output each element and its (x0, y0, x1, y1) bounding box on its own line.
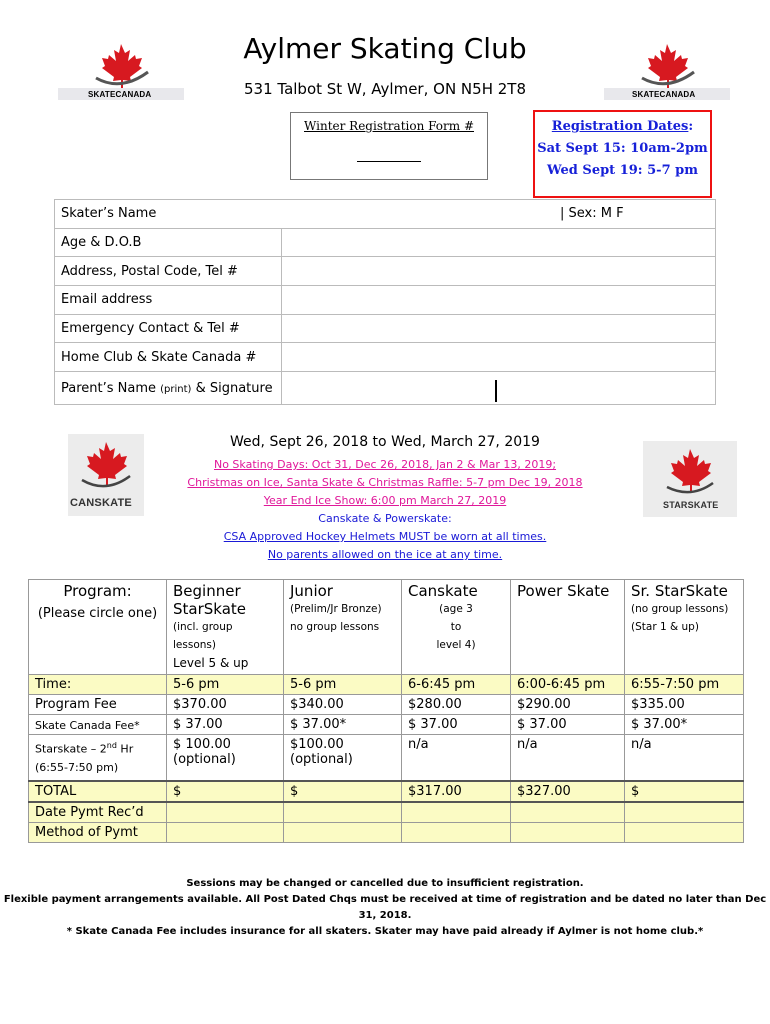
starskate-label-text: Hr (116, 742, 134, 756)
program-detail: (incl. group lessons) (173, 621, 233, 651)
circle-one-note: (Please circle one) (37, 606, 158, 621)
program-fee-table (28, 579, 744, 843)
total-row (29, 781, 744, 802)
address-field[interactable] (282, 257, 716, 286)
starskate-fee-cell (167, 735, 284, 781)
starskate-fee: n/a (408, 737, 429, 752)
total-cell: $327.00 (511, 781, 625, 802)
fee-cell: $340.00 (284, 695, 402, 715)
form-row (55, 372, 716, 405)
program-header-row (29, 580, 744, 675)
skater-info-form (54, 199, 716, 405)
starskate-fee-cell (625, 735, 744, 781)
sc-fee-cell: $ 37.00* (625, 715, 744, 735)
total-cell[interactable]: $ (284, 781, 402, 802)
skate-canada-fee-label: Skate Canada Fee* (29, 715, 167, 735)
starskate-time: (6:55-7:50 pm) (35, 760, 119, 774)
method-payment-field[interactable] (625, 822, 744, 842)
program-detail: (no group lessons) (631, 603, 729, 615)
date-payment-row (29, 802, 744, 823)
program-fee-row (29, 695, 744, 715)
program-option-canskate[interactable] (402, 580, 511, 675)
time-row (29, 675, 744, 695)
sc-fee-cell: $ 37.00* (284, 715, 402, 735)
email-label: Email address (55, 286, 282, 315)
date-payment-field[interactable] (402, 802, 511, 823)
signature-text: & Signature (191, 380, 273, 396)
starskate-fee: n/a (517, 737, 538, 752)
program-name: Canskate (408, 582, 478, 600)
page-title: Aylmer Skating Club (243, 32, 527, 65)
program-fee-label: Program Fee (29, 695, 167, 715)
registration-form-label: Winter Registration Form # (304, 119, 474, 133)
time-cell: 5-6 pm (284, 675, 402, 695)
skate-canada-wordmark: SKATECANADA (632, 90, 696, 99)
club-address: 531 Talbot St W, Aylmer, ON N5H 2T8 (243, 80, 526, 98)
total-cell[interactable]: $ (625, 781, 744, 802)
form-row (55, 228, 716, 257)
starskate-hour-label (29, 735, 167, 781)
parent-name-text: Parent’s Name (61, 380, 161, 396)
no-skating-days: No Skating Days: Oct 31, Dec 26, 2018, Jan 2 & Mar 13, 2019; (213, 458, 557, 471)
date-payment-field[interactable] (167, 802, 284, 823)
form-row (55, 286, 716, 315)
program-option-sr-starskate[interactable] (625, 580, 744, 675)
parents-rule: No parents allowed on the ice at any time. (267, 548, 503, 561)
print-note: (print) (160, 383, 192, 395)
starskate-fee: $100.00 (290, 737, 344, 752)
address-label: Address, Postal Code, Tel # (55, 257, 282, 286)
footer-line: Sessions may be changed or cancelled due to insufficient registration. (186, 878, 584, 889)
ice-show: Year End Ice Show: 6:00 pm March 27, 2019 (263, 494, 507, 507)
program-detail: level 4) (436, 639, 476, 651)
sc-fee-cell: $ 37.00 (511, 715, 625, 735)
time-cell: 6:00-6:45 pm (511, 675, 625, 695)
total-cell: $317.00 (402, 781, 511, 802)
program-detail: no group lessons (290, 621, 380, 633)
fee-cell: $335.00 (625, 695, 744, 715)
program-name: Beginner (173, 582, 241, 600)
skater-name-label: Skater’s Name (55, 200, 716, 229)
optional-note: (optional) (290, 752, 353, 767)
parent-signature-field[interactable] (282, 372, 716, 405)
starskate-fee-cell (284, 735, 402, 781)
date-payment-label: Date Pymt Rec’d (29, 802, 167, 823)
emergency-contact-field[interactable] (282, 314, 716, 343)
program-label-cell (29, 580, 167, 675)
footer-line: * Skate Canada Fee includes insurance for all skaters. Skater may have paid already if Aylmer is not home club.* (66, 926, 704, 937)
home-club-label: Home Club & Skate Canada # (55, 343, 282, 372)
sc-fee-cell: $ 37.00 (167, 715, 284, 735)
starskate-label-text: Starskate – 2 (35, 742, 107, 756)
method-payment-field[interactable] (402, 822, 511, 842)
program-label: Program: (63, 582, 132, 600)
program-option-power-skate[interactable] (511, 580, 625, 675)
program-name: Power Skate (517, 582, 610, 600)
sex-selector[interactable]: | Sex: M F (560, 206, 624, 221)
registration-date-2: Wed Sept 19: 5-7 pm (547, 163, 698, 178)
footer-notes (0, 876, 770, 940)
time-cell: 5-6 pm (167, 675, 284, 695)
program-detail: (age 3 (439, 603, 473, 615)
starskate-hour-row (29, 735, 744, 781)
email-field[interactable] (282, 286, 716, 315)
date-payment-field[interactable] (511, 802, 625, 823)
date-payment-field[interactable] (284, 802, 402, 823)
footer-line: Flexible payment arrangements available. All Post Dated Chqs must be received at time of registration and be dated no later than Dec 31, 2018. (3, 894, 767, 921)
age-dob-label: Age & D.O.B (55, 228, 282, 257)
skate-canada-fee-row (29, 715, 744, 735)
canskate-wordmark: CANSKATE (70, 497, 132, 509)
program-detail: (Star 1 & up) (631, 621, 699, 633)
starskate-wordmark: STARSKATE (663, 500, 719, 510)
method-payment-label: Method of Pymt (29, 822, 167, 842)
program-detail: to (450, 621, 462, 633)
starskate-fee-cell (402, 735, 511, 781)
date-payment-field[interactable] (625, 802, 744, 823)
emergency-contact-label: Emergency Contact & Tel # (55, 314, 282, 343)
form-row (55, 314, 716, 343)
registration-dates-box (533, 110, 712, 198)
skate-canada-wordmark: SKATECANADA (88, 90, 152, 99)
registration-dates-heading (535, 119, 710, 134)
age-dob-field[interactable] (282, 228, 716, 257)
program-name: Sr. StarSkate (631, 582, 728, 600)
fee-cell: $370.00 (167, 695, 284, 715)
season-dates: Wed, Sept 26, 2018 to Wed, March 27, 2019 (230, 434, 540, 450)
season-notes (0, 456, 770, 564)
registration-dates-colon: : (688, 119, 694, 134)
optional-note: (optional) (173, 752, 236, 767)
program-option-junior[interactable] (284, 580, 402, 675)
program-option-beginner[interactable] (167, 580, 284, 675)
method-payment-field[interactable] (167, 822, 284, 842)
sc-fee-cell: $ 37.00 (402, 715, 511, 735)
total-cell[interactable]: $ (167, 781, 284, 802)
time-cell: 6-6:45 pm (402, 675, 511, 695)
total-label: TOTAL (29, 781, 167, 802)
form-row (55, 257, 716, 286)
superscript: nd (106, 741, 117, 750)
form-row (55, 343, 716, 372)
registration-form-number-box (290, 112, 488, 180)
program-name: Junior (290, 582, 333, 600)
parent-signature-label (55, 372, 282, 405)
method-payment-field[interactable] (511, 822, 625, 842)
method-payment-row (29, 822, 744, 842)
helmet-rule: CSA Approved Hockey Helmets MUST be worn at all times. (223, 530, 547, 543)
home-club-field[interactable] (282, 343, 716, 372)
fee-cell: $280.00 (402, 695, 511, 715)
starskate-fee: $ 100.00 (173, 737, 231, 752)
time-cell: 6:55-7:50 pm (625, 675, 744, 695)
method-payment-field[interactable] (284, 822, 402, 842)
starskate-fee: n/a (631, 737, 652, 752)
signature-divider (495, 380, 497, 402)
form-number-blank[interactable] (357, 161, 421, 162)
time-label: Time: (29, 675, 167, 695)
registration-date-1: Sat Sept 15: 10am-2pm (537, 141, 708, 156)
program-detail: (Prelim/Jr Bronze) (290, 603, 382, 615)
starskate-fee-cell (511, 735, 625, 781)
registration-dates-title: Registration Dates (551, 119, 689, 134)
fee-cell: $290.00 (511, 695, 625, 715)
program-detail: Level 5 & up (173, 656, 249, 670)
program-name-line2: StarSkate (173, 600, 247, 618)
christmas-event: Christmas on Ice, Santa Skate & Christmas Raffle: 5-7 pm Dec 19, 2018 (187, 476, 583, 489)
canskate-powerskate-note: Canskate & Powerskate: (318, 512, 452, 525)
